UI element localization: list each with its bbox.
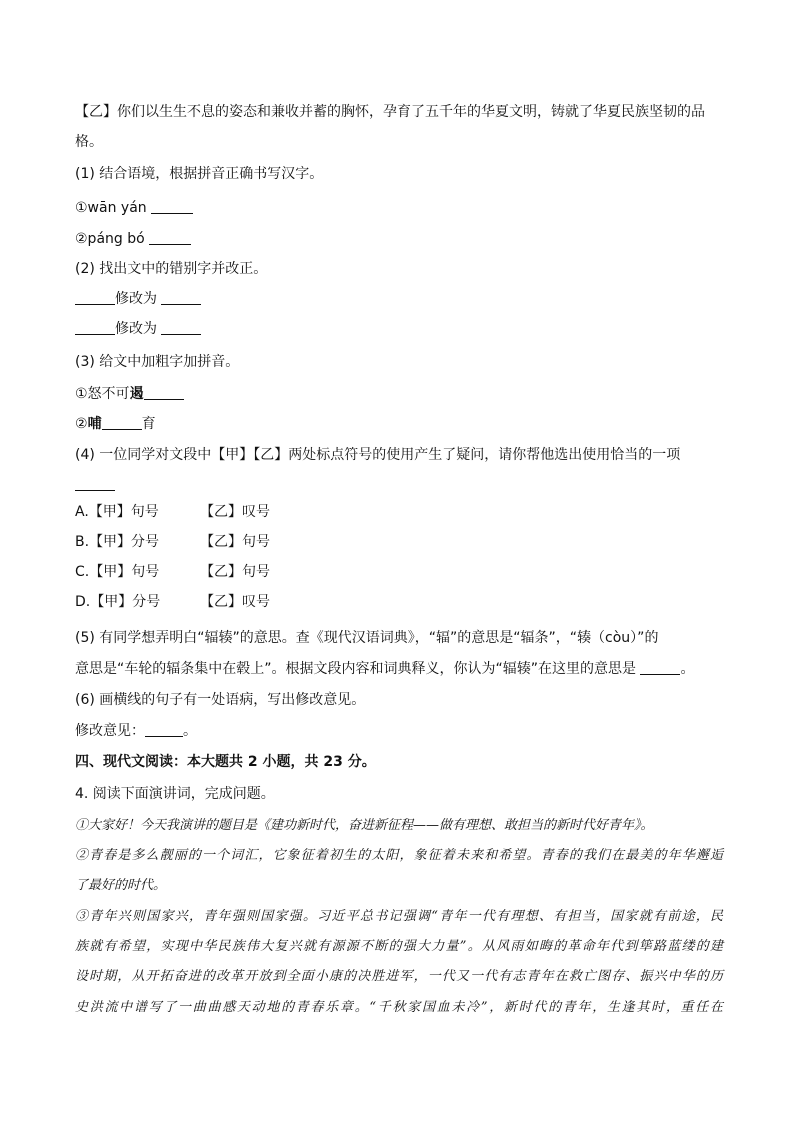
option-d[interactable]: D.【甲】分号 【乙】叹号	[75, 594, 270, 610]
q1-item1: ①wān yán	[75, 193, 725, 223]
q5-line1: (5) 有同学想弄明白“辐辏”的意思。查《现代汉语词典》，“辐”的意思是“辐条”，“辏（còu）”的	[75, 630, 659, 646]
q1-prompt: (1) 结合语境，根据拼音正确书写汉字。	[75, 166, 324, 182]
q3-item2: ②哺 育	[75, 409, 725, 439]
q4-prompt: (4) 一位同学对文段中【甲】【乙】两处标点符号的使用产生了疑问，请你帮他选出使用恰当的一项	[75, 447, 681, 463]
q6-answer: 修改意见： 。	[75, 716, 725, 746]
option-c[interactable]: C.【甲】句号 【乙】句号	[75, 564, 270, 580]
answer-blank[interactable]	[75, 288, 115, 305]
speech-p3-line2: 族就有希望，实现中华民族伟大复兴就有源源不断的强大力量”。从风雨如晦的革命年代到筚路蓝缕的建	[75, 939, 723, 954]
speech-p2-line1: ②青春是多么靓丽的一个词汇，它象征着初生的太阳，象征着未来和希望。青春的我们在最美的年华邂逅	[75, 848, 723, 863]
answer-blank[interactable]	[161, 318, 201, 335]
q2-fix-line1: 修改为	[75, 284, 725, 314]
option-b[interactable]: B.【甲】分号 【乙】句号	[75, 534, 270, 550]
answer-blank[interactable]	[144, 383, 184, 400]
option-a[interactable]: A.【甲】句号 【乙】叹号	[75, 504, 270, 520]
q2-prompt: (2) 找出文中的错别字并改正。	[75, 261, 268, 277]
answer-blank[interactable]	[75, 318, 115, 335]
q3-prompt: (3) 给文中加粗字加拼音。	[75, 354, 240, 370]
reading-prompt: 4. 阅读下面演讲词，完成问题。	[75, 786, 275, 802]
q2-fix-line2: 修改为	[75, 314, 725, 344]
answer-blank[interactable]	[149, 228, 191, 245]
q6-prompt: (6) 画横线的句子有一处语病，写出修改意见。	[75, 692, 366, 708]
speech-p2-line2: 了最好的时代。	[75, 878, 167, 893]
passage-yi-line1: 【乙】你们以生生不息的姿态和兼收并蓄的胸怀，孕育了五千年的华夏文明，铸就了华夏民族坚韧的品	[75, 104, 705, 120]
q3-item1: ①怒不可遏	[75, 379, 725, 409]
answer-blank[interactable]	[75, 474, 115, 491]
q5-line2: 意思是“车轮的辐条集中在毂上”。根据文段内容和词典释义，你认为“辐辏”在这里的意思是 。	[75, 654, 725, 684]
speech-p1: ①大家好！今天我演讲的题目是《建功新时代，奋进新征程——做有理想、敢担当的新时代好青年》。	[75, 818, 654, 833]
answer-blank[interactable]	[145, 720, 183, 737]
passage-yi-line2: 格。	[75, 134, 103, 150]
answer-blank[interactable]	[102, 413, 142, 430]
answer-blank[interactable]	[151, 197, 193, 214]
answer-blank[interactable]	[640, 658, 680, 675]
speech-p3-line1: ③青年兴则国家兴，青年强则国家强。习近平总书记强调“青年一代有理想、有担当，国家就有前途，民	[75, 909, 723, 924]
q1-item2: ②páng bó	[75, 224, 725, 254]
speech-p3-line4: 史洪流中谱写了一曲曲感天动地的青春乐章。“千秋家国血未冷”，新时代的青年，生逢其时，重任在	[75, 1000, 723, 1015]
q4-blank-line	[75, 470, 725, 500]
speech-p3-line3: 设时期，从开拓奋进的改革开放到全面小康的决胜进军，一代又一代有志青年在救亡图存、振兴中华的历	[75, 969, 723, 984]
answer-blank[interactable]	[161, 288, 201, 305]
section-4-heading: 四、现代文阅读：本大题共 2 小题，共 23 分。	[75, 754, 376, 770]
